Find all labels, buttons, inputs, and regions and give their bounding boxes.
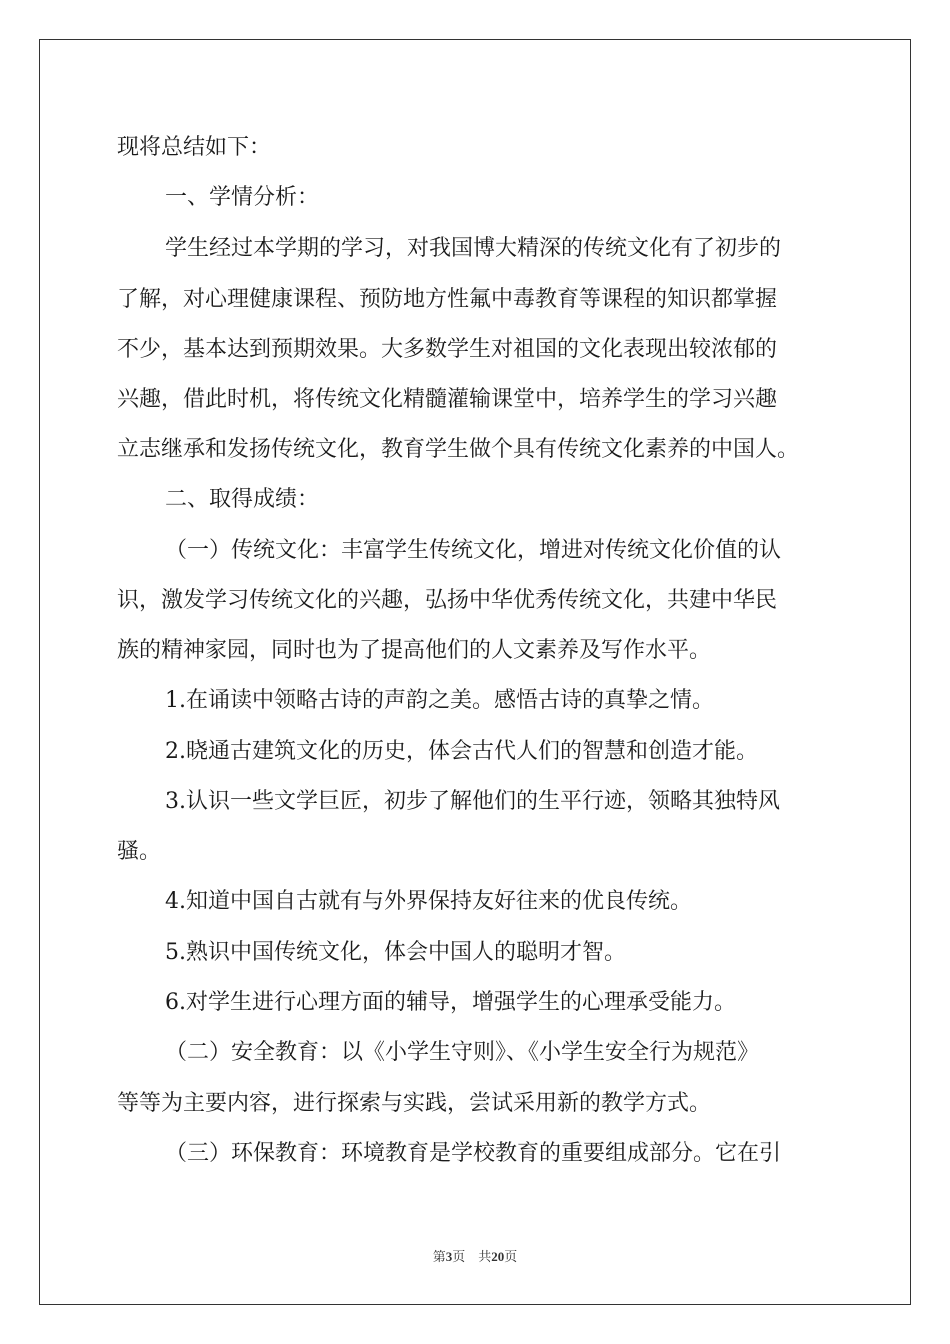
text-line: 骚。: [117, 839, 162, 864]
page-current: 3: [445, 1249, 453, 1264]
text-line: 现将总结如下：: [117, 135, 272, 160]
list-item: 4.知道中国自古就有与外界保持友好往来的优良传统。: [165, 889, 692, 914]
page-total: 20: [491, 1249, 505, 1264]
text-line: 立志继承和发扬传统文化，教育学生做个具有传统文化素养的中国人。: [117, 437, 800, 462]
text-line: 等等为主要内容，进行探索与实践，尝试采用新的教学方式。: [117, 1091, 712, 1116]
text-line: （三）环保教育：环境教育是学校教育的重要组成部分。它在引: [165, 1141, 782, 1166]
list-item: 5.熟识中国传统文化，体会中国人的聪明才智。: [165, 940, 626, 965]
list-item: 6.对学生进行心理方面的辅导，增强学生的心理承受能力。: [165, 990, 736, 1015]
page-suffix: 页: [504, 1249, 518, 1264]
text-line: 兴趣，借此时机，将传统文化精髓灌输课堂中，培养学生的学习兴趣: [117, 387, 778, 412]
list-item: 3.认识一些文学巨匠，初步了解他们的生平行迹，领略其独特风: [165, 789, 780, 814]
list-item: 1.在诵读中领略古诗的声韵之美。感悟古诗的真挚之情。: [165, 688, 714, 713]
section-heading: 二、取得成绩：: [165, 487, 320, 512]
text-line: 了解，对心理健康课程、预防地方性氟中毒教育等课程的知识都掌握: [117, 287, 778, 312]
list-item: 2.晓通古建筑文化的历史，体会古代人们的智慧和创造才能。: [165, 739, 758, 764]
text-line: （二）安全教育：以《小学生守则》、《小学生安全行为规范》: [165, 1040, 760, 1065]
text-line: 学生经过本学期的学习，对我国博大精深的传统文化有了初步的: [165, 236, 782, 261]
text-line: 识，激发学习传统文化的兴趣，弘扬中华优秀传统文化，共建中华民: [117, 588, 778, 613]
text-line: 不少，基本达到预期效果。大多数学生对祖国的文化表现出较浓郁的: [117, 337, 778, 362]
page-prefix: 第: [432, 1249, 446, 1264]
text-line: （一）传统文化：丰富学生传统文化，增进对传统文化价值的认: [165, 538, 782, 563]
section-heading: 一、学情分析：: [165, 185, 320, 210]
page-mid: 页 共: [452, 1249, 492, 1264]
text-line: 族的精神家园，同时也为了提高他们的人文素养及写作水平。: [117, 638, 712, 663]
page-footer: [0, 1248, 950, 1266]
